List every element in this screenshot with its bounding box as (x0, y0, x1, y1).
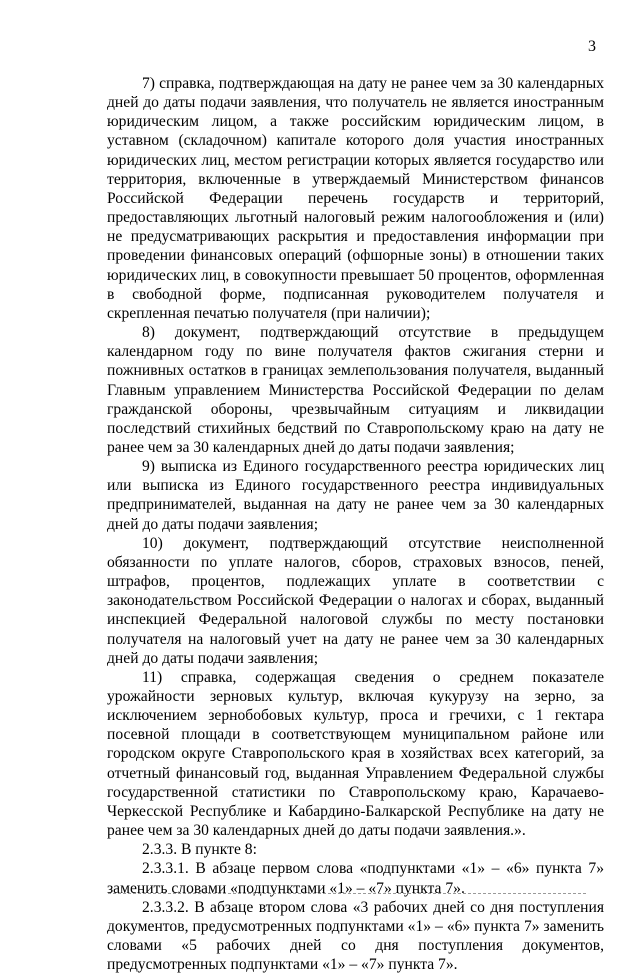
paragraph-2-3-3-1: 2.3.3.1. В абзаце первом слова «подпунктами «1» – «6» пункта 7» заменить словами «подпунктами «1» – «7» пункта 7». (107, 860, 604, 897)
paragraph-item-8: 8) документ, подтверждающий отсутствие в предыдущем календарном году по вине получателя фактов сжигания стерни и пожнивных остатков в границах землепользования получателя, выданный Главным управлением Министерства Российской Федерации по делам гражданской обороны, чрезвычайным ситуациям и ликвидации последствий стихийных бедствий по Ставропольскому краю на дату не ранее чем за 30 календарных дней до даты подачи заявления; (107, 324, 604, 456)
footer-divider (108, 893, 586, 894)
paragraph-item-11: 11) справка, содержащая сведения о среднем показателе урожайности зерновых культур, включая кукурузу на зерно, за исключением зернобобовых культур, проса и гречихи, с 1 гектара посевной площади в соответствующем муниципальном районе или городском округе Ставропольского края в хозяйствах всех категорий, за отчетный финансовый год, выданная Управлением Федеральной службы государственной статистики по Ставропольскому краю, Карачаево-Черкесской Республике и Кабардино-Балкарской Республике на дату не ранее чем за 30 календарных дней до даты подачи заявления.». (107, 668, 604, 840)
paragraph-2-3-3: 2.3.3. В пункте 8: (142, 841, 257, 859)
paragraph-item-10: 10) документ, подтверждающий отсутствие неисполненной обязанности по уплате налогов, сборов, страховых взносов, пеней, штрафов, процентов, подлежащих уплате в соответствии с законодательством Российской Федерации о налогах и сборах, выданный инспекцией Федеральной налоговой службы по месту постановки получателя на налоговый учет на дату не ранее чем за 30 календарных дней до даты подачи заявления; (107, 534, 604, 667)
page-number: 3 (588, 38, 596, 55)
document-body (107, 74, 604, 974)
paragraph-2-3-3-2: 2.3.3.2. В абзаце втором слова «3 рабочих дней со дня поступления документов, предусмотренных подпунктами «1» – «6» пункта 7» заменить словами «5 рабочих дней со дня поступления документов, предусмотренных подпунктами «1» – «7» пункта 7». (107, 898, 604, 974)
paragraph-item-9: 9) выписка из Единого государственного реестра юридических лиц или выписка из Единого государственного реестра индивидуальных предпринимателей, выданная на дату не ранее чем за 30 календарных дней до даты подачи заявления; (107, 458, 604, 533)
paragraph-item-7: 7) справка, подтверждающая на дату не ранее чем за 30 календарных дней до даты подачи заявления, что получатель не является иностранным юридическим лицом, а также российским юридическим лицом, в уставном (складочном) капитале которого доля участия иностранных юридических лиц, местом регистрации которых является государство или территория, включенные в утверждаемый Министерством финансов Российской Федерации перечень государств и территорий, предоставляющих льготный налоговый режим налогообложения и (или) не предусматривающих раскрытия и предоставления информации при проведении финансовых операций (офшорные зоны) в отношении таких юридических лиц, в совокупности превышает 50 процентов, оформленная в свободной форме, подписанная руководителем получателя и скрепленная печатью получателя (при наличии); (107, 75, 604, 322)
